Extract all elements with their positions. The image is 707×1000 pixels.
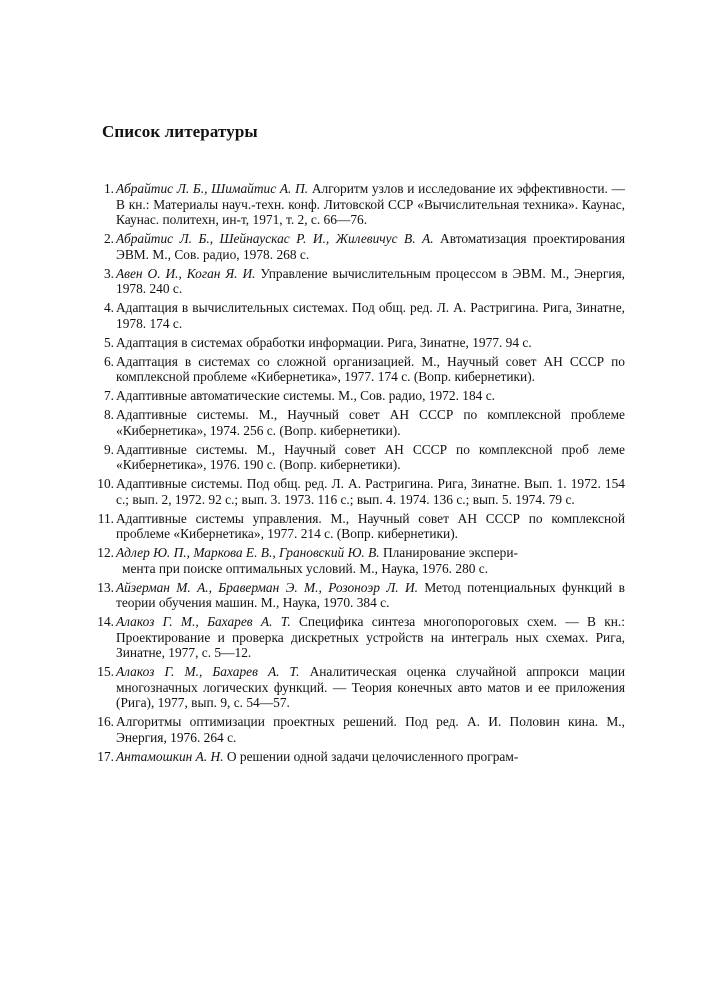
reference-item [102, 442, 625, 473]
reference-authors: Алакоз Г. М., Бахарев А. Т. [116, 614, 291, 629]
reference-text: Метод потенциальных функций в теории обучения машин. М., Наука, 1970. 384 с. [116, 579, 625, 610]
reference-item [102, 181, 625, 228]
reference-list [97, 181, 625, 768]
reference-number: 14. [97, 614, 114, 629]
reference-item [97, 545, 625, 576]
reference-authors: Антамошкин А. Н. [116, 748, 224, 764]
reference-number: 5. [103, 334, 114, 350]
reference-number: 11. [97, 510, 114, 526]
reference-item [97, 614, 625, 661]
reference-number: 6. [103, 353, 114, 369]
reference-item [102, 407, 625, 438]
reference-number: 10. [97, 476, 114, 491]
reference-text: Управление вычислительным процессом в ЭВМ. М., Энергия, 1978. 240 с. [116, 265, 625, 296]
reference-number: 8. [103, 407, 114, 422]
reference-number: 16. [97, 714, 114, 729]
reference-text: Адаптивные системы управления. М., Научный совет АН СССР по комплексной проблеме «Кибернетика», 1977. 214 с. (Вопр. кибернетики). [116, 510, 625, 541]
reference-text: Адаптивные системы. М., Научный совет АН СССР по комплексной проблеме «Кибернетика», 1974. 256 с. (Вопр. кибернетики). [116, 407, 625, 438]
reference-text: Адаптация в системах со сложной организацией. М., Научный совет АН СССР по комплексной проблеме «Кибернетика», 1977. 174 с. (Вопр. кибернетики). [116, 353, 625, 384]
reference-text: О решении одной задачи целочисленного програм- [223, 748, 519, 764]
page-title: Список литературы [102, 122, 258, 141]
reference-authors: Адлер Ю. П., Маркова Е. В., Грановский Ю. В. [116, 545, 380, 560]
reference-text: Алгоритмы оптимизации проектных решений. Под ред. А. И. Половин кина. М., Энергия, 1976. 264 с. [116, 714, 625, 745]
reference-authors: Айзерман М. А., Браверман Э. М., Розоноэр Л. И. [116, 579, 418, 595]
reference-text: Адаптация в вычислительных системах. Под общ. ред. Л. А. Растригина. Рига, Зинатне, 1978. 174 с. [116, 300, 625, 331]
reference-number: 12. [97, 545, 114, 560]
reference-item [97, 579, 625, 611]
reference-authors: Авен О. И., Коган Я. И. [116, 265, 256, 281]
reference-text: Адаптивные системы. М., Научный совет АН СССР по комплексной проб леме «Кибернетика», 1976. 190 с. (Вопр. кибернетики). [116, 441, 625, 472]
reference-item [97, 510, 625, 542]
reference-item [97, 664, 625, 711]
reference-number: 9. [103, 441, 114, 457]
reference-item [102, 335, 625, 351]
reference-text: Адаптация в системах обработки информации. Рига, Зинатне, 1977. 94 с. [116, 334, 532, 350]
reference-item [102, 231, 625, 262]
reference-item [102, 354, 625, 385]
reference-number: 13. [97, 579, 114, 595]
reference-text: Автоматизация проектирования ЭВМ. М., Сов. радио, 1978. 268 с. [116, 231, 625, 262]
reference-number: 2. [103, 231, 114, 246]
reference-item [102, 300, 625, 331]
reference-number: 1. [103, 181, 114, 196]
reference-text: Алгоритм узлов и исследование их эффективности. — В кн.: Материалы науч.-техн. конф. Литовской ССР «Вычислительная техника». Каунас, Каунас. политехн, ин-т, 1971, т. 2, с. 66—76. [116, 181, 625, 227]
reference-number: 7. [103, 388, 114, 403]
reference-text: Адаптивные автоматические системы. М., Сов. радио, 1972. 184 с. [116, 388, 495, 403]
reference-text: Адаптивные системы. Под общ. ред. Л. А. Растригина. Рига, Зинатне. Вып. 1. 1972. 154 с.; вып. 2, 1972. 92 с.; вып. 3. 1973. 116 с.; вып. 4. 1974. 136 с.; вып. 5. 1974. 79 с. [116, 476, 625, 507]
reference-item [97, 748, 625, 765]
reference-authors: Алакоз Г. М., Бахарев А. Т. [116, 664, 300, 679]
reference-item [102, 388, 625, 404]
reference-number: 3. [103, 265, 114, 281]
reference-item [102, 266, 625, 297]
reference-text: Специфика синтеза многопороговых схем. — В кн.: Проектирование и проверка дискретных устройств на интеграль ных схемах. Рига, Зинатне, 1977, с. 5—12. [116, 614, 625, 660]
reference-item [97, 714, 625, 745]
reference-number: 4. [103, 300, 114, 315]
reference-authors: Абрайтис Л. Б., Шейнаускас Р. И., Жилевичус В. А. [116, 231, 434, 246]
reference-authors: Абрайтис Л. Б., Шимайтис А. П. [116, 181, 309, 196]
reference-number: 17. [97, 748, 114, 764]
reference-text: Планирование экспери- [379, 545, 518, 560]
reference-text-continuation: мента при поиске оптимальных условий. М., Наука, 1976. 280 с. [122, 560, 489, 576]
reference-item [97, 476, 625, 507]
reference-number: 15. [97, 664, 114, 679]
reference-text: Аналитическая оценка случайной аппрокси мации многозначных логических функций. — Теория конечных авто матов и ее приложения (Рига), 1977, вып. 9, с. 54—57. [116, 664, 625, 710]
